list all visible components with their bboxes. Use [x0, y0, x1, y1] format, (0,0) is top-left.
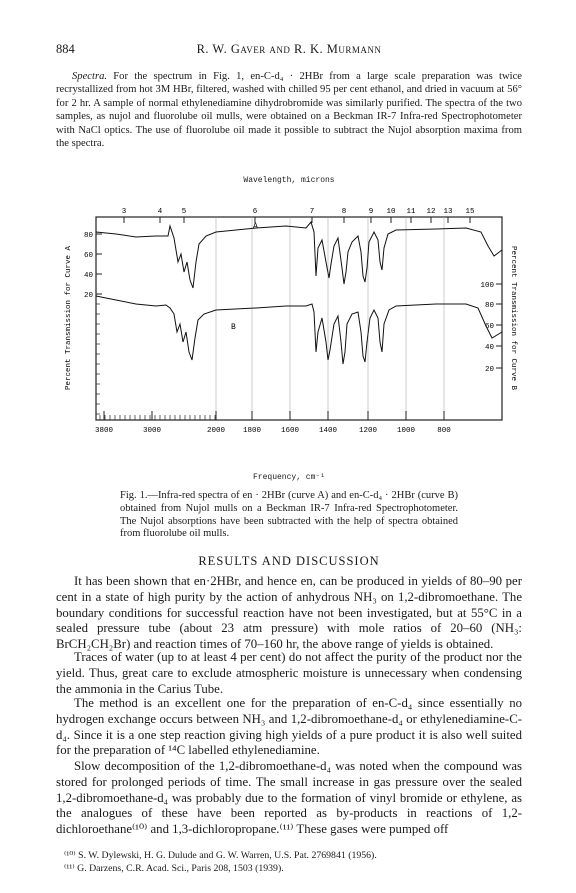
wavelength-tick-label: 8 [341, 208, 347, 216]
frequency-gridlines [216, 217, 444, 420]
body-paragraph-4: Slow decomposition of the 1,2-dibromoethane-d₄ was noted when the compound was stored for prolonged periods of time. The small increase in gas pressure over the sealed 1,2-dibromoethane-d₄ was probably due to the formation of vinyl bromide or ethylene, as the analogues of these have been reported as by-products in reactions of 1,2-dichloroethane⁽¹⁰⁾ and 1,3-dichloropropane.⁽¹¹⁾ These gases were pumped off [56, 759, 522, 837]
wavelength-tick-label: 11 [406, 208, 416, 216]
curve-b-tick-label: 20 [484, 366, 494, 374]
top-axis-title: Wavelength, microns [243, 176, 335, 185]
wavelength-ticks [122, 208, 475, 223]
wavelength-tick-label: 3 [121, 208, 127, 216]
body-paragraph-2: Traces of water (up to at least 4 per cent) do not affect the purity of the product nor the yield. Thus, great care to exclude atmospheric moisture is unnecessary when condensing the ammonia in the Carius Tube. [56, 650, 522, 696]
frequency-tick-label: 3000 [142, 427, 162, 435]
wavelength-tick-label: 10 [386, 208, 396, 216]
curve-a-tick-label: 20 [83, 292, 93, 300]
wavelength-tick-label: 13 [443, 208, 453, 216]
frequency-tick-label: 1000 [396, 427, 416, 435]
running-head: R. W. Gaver and R. K. Murmann [196, 42, 382, 56]
curve-a-tick-label: 60 [83, 252, 93, 260]
spectra-lead: Spectra. [72, 71, 108, 82]
frequency-tick-label: 1600 [280, 427, 300, 435]
page-number: 884 [56, 42, 75, 56]
frequency-tick-label: 800 [437, 427, 451, 435]
curve-a-tick-label: 80 [83, 232, 93, 240]
wavelength-tick-label: 4 [157, 208, 163, 216]
footnote-10: ⁽¹⁰⁾ S. W. Dylewski, H. G. Dulude and G. W. Warren, U.S. Pat. 2769841 (1956). [64, 850, 377, 861]
right-axis-title: Percent Transmission for Curve B [509, 245, 517, 391]
frequency-tick-label: 1400 [318, 427, 338, 435]
wavelength-tick-label: 6 [252, 208, 258, 216]
curve-a-ticks [84, 232, 102, 414]
curve-b-spectrum [96, 296, 502, 364]
curve-a-tick-label: 40 [83, 272, 93, 280]
curve-b-tick-label: 60 [484, 323, 494, 331]
spectra-text: For the spectrum in Fig. 1, en-C-d₄ · 2HBr from a large scale preparation was twice recrystallized from hot 3M HBr, filtered, washed with chilled 95 per cent ethanol, and dried in vacuum at 56° for 2 hr. A sample of normal ethylenediamine dihydrobromide was similarly purified. The spectra of the two samples, as nujol and fluorolube oil mulls, were obtained on a Beckman IR-7 Infra-red Spectrophotometer with NaCl optics. The use of fluorolube oil made it possible to subtract the Nujol absorption maxima from the spectra. [56, 71, 522, 150]
frequency-ticks [95, 411, 451, 435]
spectra-paragraph [56, 70, 522, 150]
curve-a-label: A [253, 222, 258, 231]
curve-b-tick-label: 40 [484, 344, 494, 352]
curve-b-tick-label: 100 [480, 282, 494, 290]
wavelength-tick-label: 15 [465, 208, 475, 216]
bottom-axis-title: Frequency, cm⁻¹ [252, 473, 326, 482]
body-paragraph-3: The method is an excellent one for the preparation of en-C-d₄ since essentially no hydrogen exchange occurs between NH₃ and 1,2-dibromoethane-d₄ or ethylenediamine-C-d₄. Since it is a one step reaction giving high yields of a pure product it is also well suited for the preparation of ¹⁴C labelled ethylenediamine. [56, 696, 522, 758]
left-axis-title: Percent Transmission for Curve A [65, 245, 73, 391]
wavelength-tick-label: 12 [426, 208, 436, 216]
curve-b-tick-label: 80 [484, 302, 494, 310]
wavelength-tick-label: 5 [181, 208, 187, 216]
curve-a-spectrum [96, 222, 502, 288]
curve-b-ticks [480, 282, 502, 374]
curve-b-label: B [231, 323, 236, 332]
section-heading: RESULTS AND DISCUSSION [198, 554, 380, 568]
body-paragraph-1: It has been shown that en·2HBr, and hence en, can be produced in yields of 80–90 per cent in a state of high purity by the action of anhydrous NH₃ on 1,2-dibromoethane. The boundary conditions for successful reaction have not been investigated, but at 55°C in a sealed pressure tube (about 23 atm pressure) with mole ratios of 20–60 (NH₃: BrCH₂CH₂Br) and reaction times of 70–160 hr, the above range of yields is obtained. [56, 574, 522, 652]
frequency-tick-label: 1800 [242, 427, 262, 435]
ir-spectrum-figure [56, 192, 522, 468]
figure-caption: Fig. 1.—Infra-red spectra of en · 2HBr (curve A) and en-C-d₄ · 2HBr (curve B) obtained from Nujol mulls on a Beckman IR-7 Infra-red Spectrophotometer. The Nujol absorptions have been subtracted with the help of spectra obtained from fluorolube oil mulls. [120, 490, 458, 540]
wavelength-tick-label: 7 [309, 208, 315, 216]
wavelength-tick-label: 9 [368, 208, 374, 216]
footnote-11: ⁽¹¹⁾ G. Darzens, C.R. Acad. Sci., Paris 208, 1503 (1939). [64, 863, 284, 874]
frequency-tick-label: 3800 [94, 427, 114, 435]
plot-frame [96, 217, 502, 420]
frequency-tick-label: 2000 [206, 427, 226, 435]
frequency-tick-label: 1200 [358, 427, 378, 435]
